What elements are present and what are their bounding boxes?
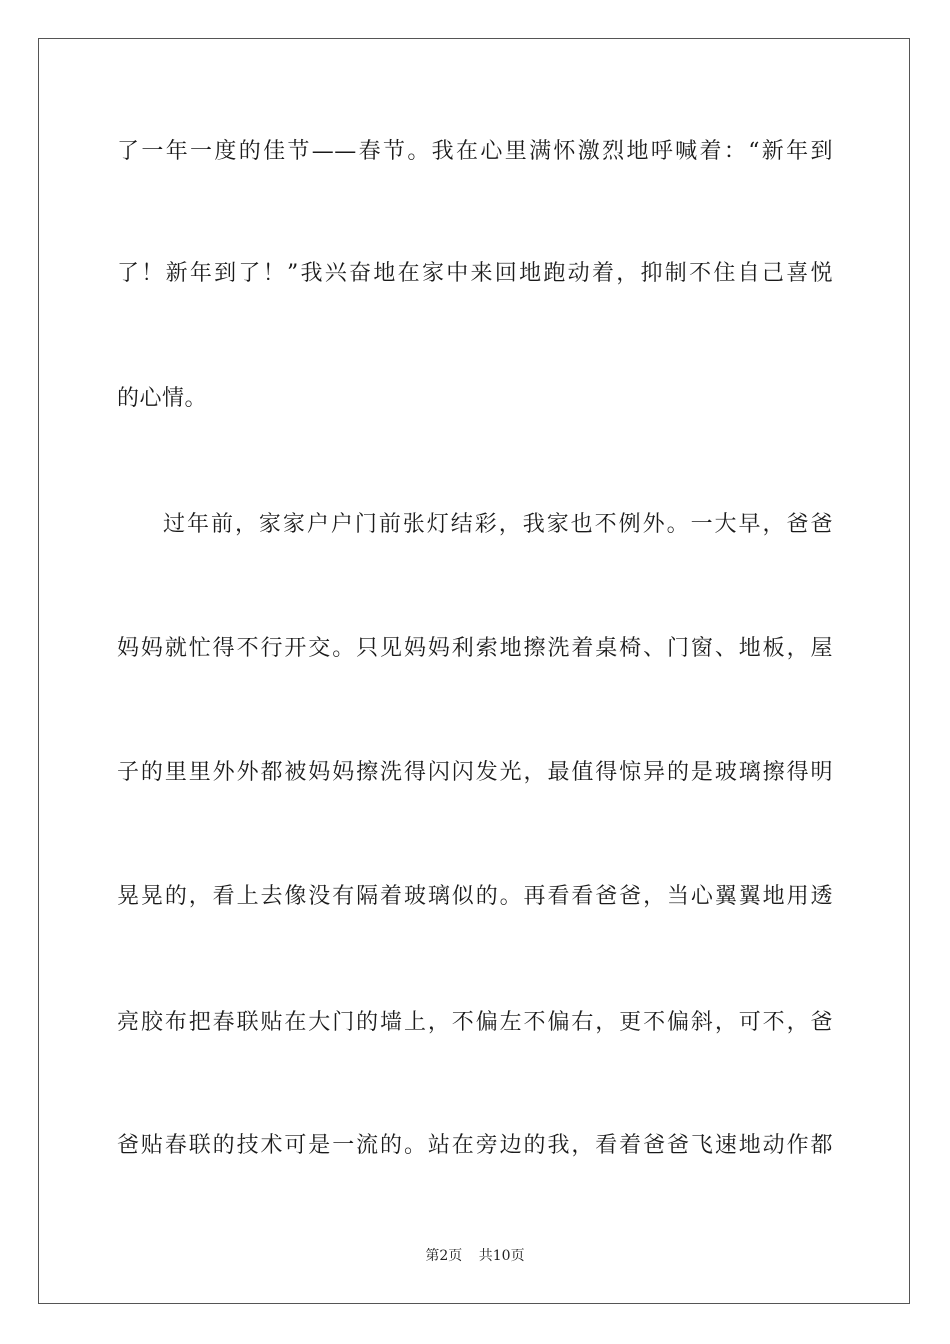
text-line: 了！新年到了！”我兴奋地在家中来回地跑动着，抑制不住自己喜悦: [117, 261, 833, 286]
text-line: 爸贴春联的技术可是一流的。站在旁边的我，看着爸爸飞速地动作都: [117, 1133, 833, 1158]
page-total: 共10页: [478, 1248, 525, 1264]
page-footer: [0, 1246, 950, 1266]
text-line: 妈妈就忙得不行开交。只见妈妈利索地擦洗着桌椅、门窗、地板，屋: [117, 636, 833, 661]
text-line: 了一年一度的佳节——春节。我在心里满怀激烈地呼喊着：“新年到: [117, 139, 833, 164]
text-line: 亮胶布把春联贴在大门的墙上，不偏左不偏右，更不偏斜，可不，爸: [117, 1010, 833, 1035]
text-line: 的心情。: [117, 386, 208, 411]
text-line: 子的里里外外都被妈妈擦洗得闪闪发光，最值得惊异的是玻璃擦得明: [117, 760, 833, 785]
page-number: 第2页: [425, 1248, 463, 1264]
paragraph-first-line: 过年前，家家户户门前张灯结彩，我家也不例外。一大早，爸爸: [163, 512, 833, 537]
text-line: 晃晃的，看上去像没有隔着玻璃似的。再看看爸爸，当心翼翼地用透: [117, 884, 833, 909]
page-border: [38, 38, 910, 1304]
